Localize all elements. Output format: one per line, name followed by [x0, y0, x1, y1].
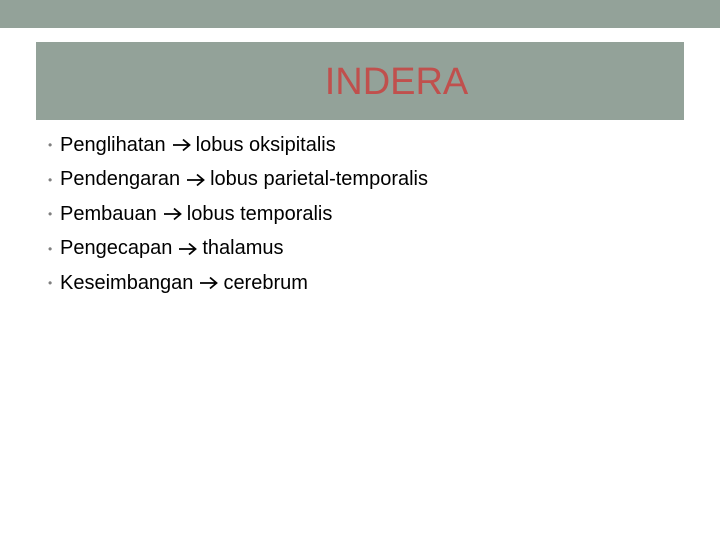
list-item — [48, 197, 428, 232]
item-target: cerebrum — [223, 271, 308, 294]
item-term: Pengecapan — [60, 237, 173, 260]
list-item — [48, 266, 428, 301]
list-item — [48, 232, 428, 267]
bullet-icon: • — [48, 172, 53, 187]
item-target: lobus parietal-temporalis — [210, 168, 428, 191]
bullet-icon: • — [48, 241, 53, 256]
list-item — [48, 163, 428, 198]
top-decorative-band — [0, 0, 720, 28]
bullet-icon: • — [48, 138, 53, 153]
bullet-icon: • — [48, 276, 53, 291]
item-term: Pendengaran — [60, 168, 181, 191]
arrow-right-icon — [163, 207, 183, 221]
title-box — [36, 42, 684, 120]
arrow-right-icon — [199, 276, 219, 290]
arrow-right-icon — [186, 173, 206, 187]
item-target: lobus temporalis — [186, 202, 333, 225]
item-term: Penglihatan — [60, 133, 166, 156]
bullet-list — [48, 128, 428, 301]
arrow-right-icon — [178, 242, 198, 256]
list-item — [48, 128, 428, 163]
bullet-icon: • — [48, 207, 53, 222]
item-target: lobus oksipitalis — [195, 133, 336, 156]
item-target: thalamus — [202, 237, 284, 260]
arrow-right-icon — [172, 138, 192, 152]
slide-title: INDERA — [324, 61, 469, 103]
item-term: Pembauan — [60, 202, 157, 225]
item-term: Keseimbangan — [60, 271, 194, 294]
